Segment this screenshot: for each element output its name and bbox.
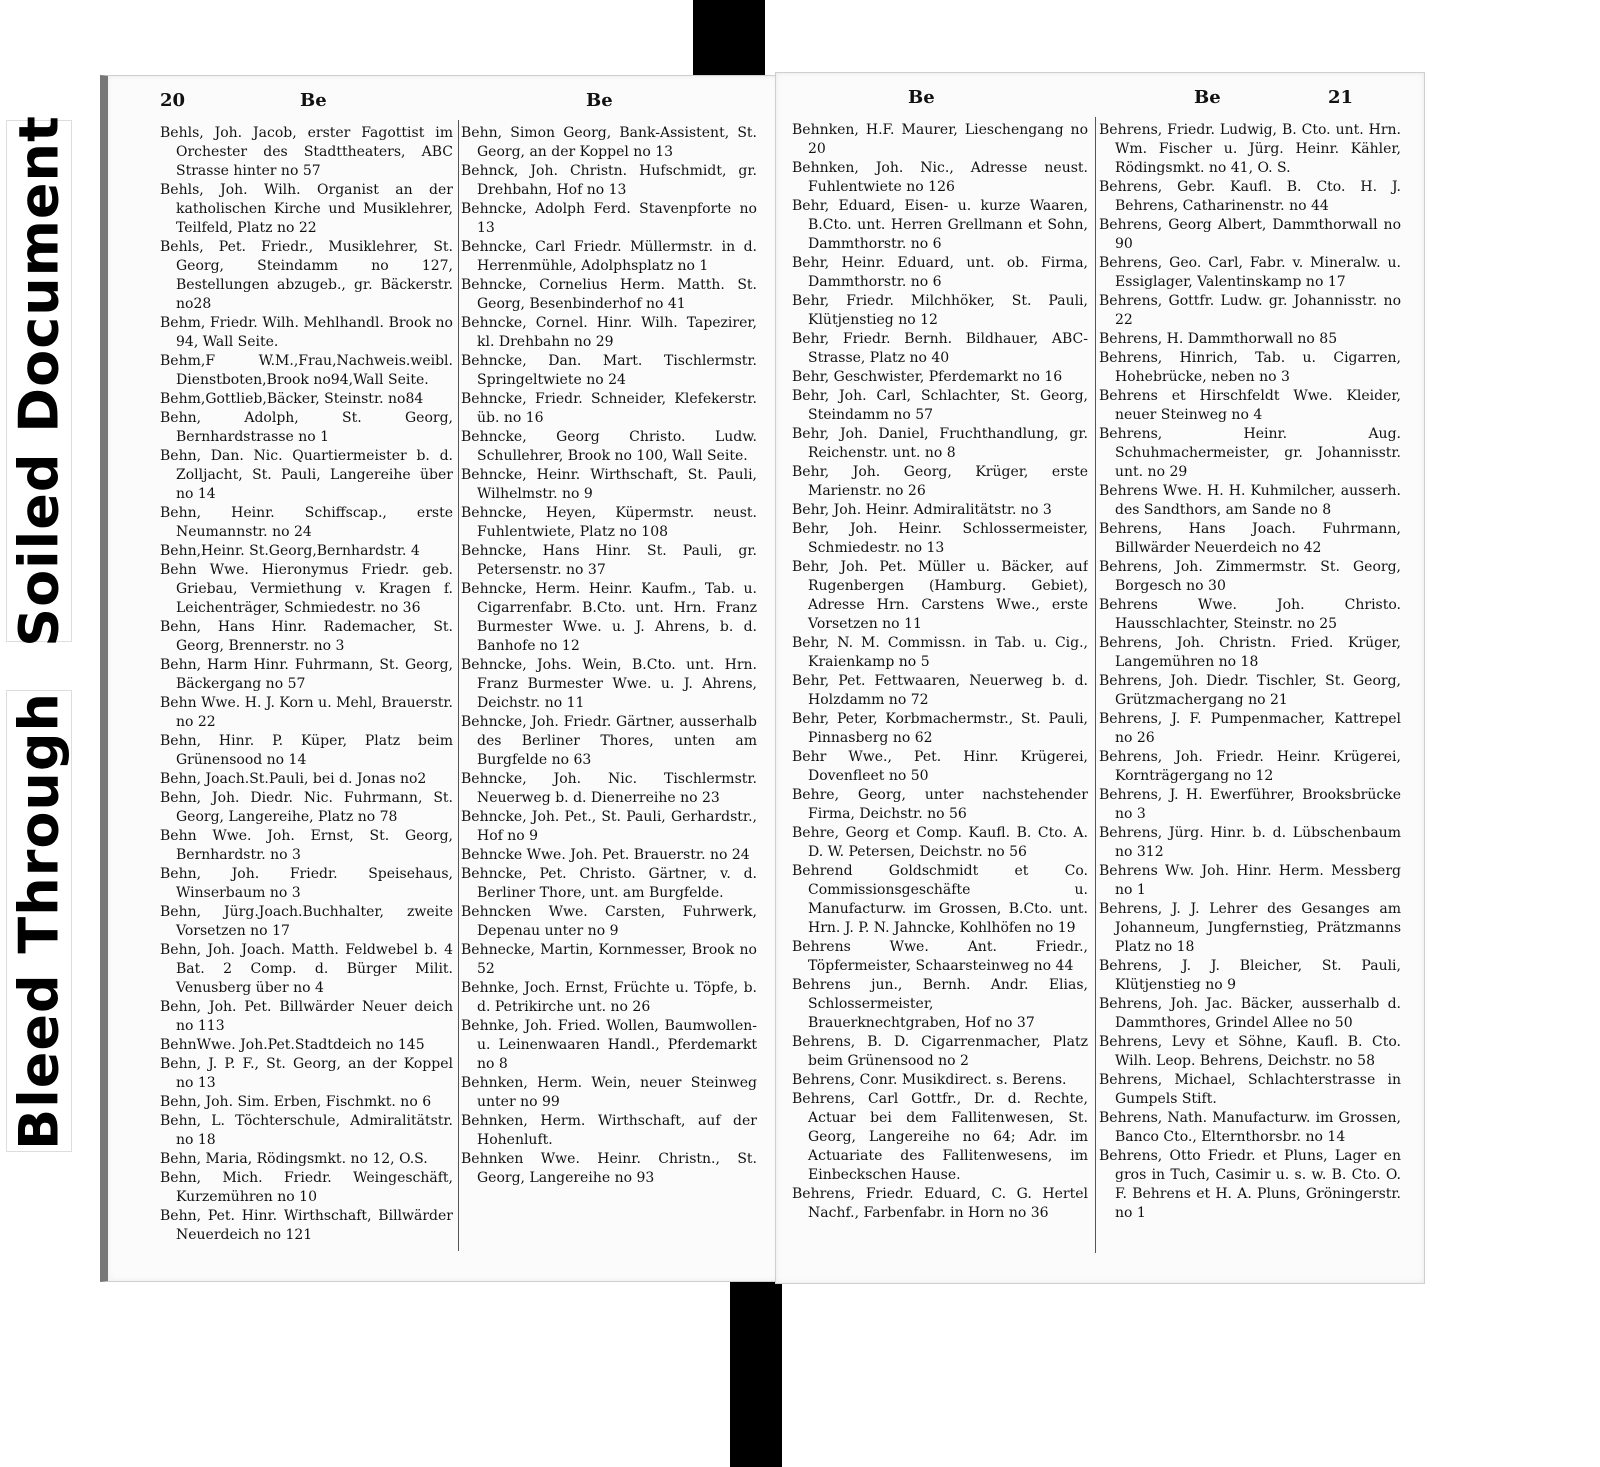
bleed-through-text: Bleed Through: [7, 692, 71, 1150]
directory-entry: Behncke, Joh. Friedr. Gärtner, ausserhalb des Berliner Thores, unten am Burgfelde no 63: [461, 714, 757, 768]
directory-entry: Behre, Georg, unter nachstehender Firma, Deichstr. no 56: [792, 787, 1088, 822]
directory-entry: Behr, Joh. Georg, Krüger, erste Marienstr. no 26: [792, 464, 1088, 499]
directory-entry: Behncke, Cornelius Herm. Matth. St. Georg, Besenbinderhof no 41: [461, 277, 757, 312]
directory-entry: Behn, L. Töchterschule, Admiralitätstr. no 18: [160, 1113, 453, 1148]
directory-entry: Behrens, Friedr. Eduard, C. G. Hertel Nachf., Farbenfabr. in Horn no 36: [792, 1186, 1088, 1221]
directory-entry: Behrens, Hinrich, Tab. u. Cigarren, Hohebrücke, neben no 3: [1099, 350, 1401, 385]
directory-entry: Behr, Heinr. Eduard, unt. ob. Firma, Dammthorstr. no 6: [792, 255, 1088, 290]
directory-entry: Behn, Jürg.Joach.Buchhalter, zweite Vorsetzen no 17: [160, 904, 453, 939]
directory-entry: Behnke, Joch. Ernst, Früchte u. Töpfe, b. d. Petrikirche unt. no 26: [461, 980, 757, 1015]
left-page-column-1: [160, 124, 453, 1269]
directory-entry: Behncke, Hans Hinr. St. Pauli, gr. Petersenstr. no 37: [461, 543, 757, 578]
directory-entry: Behnken Wwe. Heinr. Christn., St. Georg, Langereihe no 93: [461, 1151, 757, 1186]
directory-entry: Behrens, Heinr. Aug. Schuhmachermeister, gr. Johannisstr. unt. no 29: [1099, 426, 1401, 480]
directory-entry: Behrens Wwe. Ant. Friedr., Töpfermeister, Schaarsteinweg no 44: [792, 939, 1088, 974]
directory-entry: Behr, Peter, Korbmachermstr., St. Pauli, Pinnasberg no 62: [792, 711, 1088, 746]
directory-entry: Behn,Heinr. St.Georg,Bernhardstr. 4: [160, 543, 420, 559]
directory-entry: Behrens jun., Bernh. Andr. Elias, Schlossermeister, Brauerknechtgraben, Hof no 37: [792, 977, 1088, 1031]
directory-entry: Behncke, Heinr. Wirthschaft, St. Pauli, Wilhelmstr. no 9: [461, 467, 757, 502]
directory-entry: Behnken, Herm. Wirthschaft, auf der Hohenluft.: [461, 1113, 757, 1148]
directory-entry: Behrens, Levy et Söhne, Kaufl. B. Cto. Wilh. Leop. Behrens, Deichstr. no 58: [1099, 1034, 1401, 1069]
directory-entry: Behre, Georg et Comp. Kaufl. B. Cto. A. D. W. Petersen, Deichstr. no 56: [792, 825, 1088, 860]
directory-entry: Behr, Joh. Heinr. Admiralitätstr. no 3: [792, 502, 1052, 518]
directory-entry: Behrens et Hirschfeldt Wwe. Kleider, neuer Steinweg no 4: [1099, 388, 1401, 423]
directory-entry: Behrens, J. J. Bleicher, St. Pauli, Klütjenstieg no 9: [1099, 958, 1401, 993]
heading-left: Be: [908, 87, 935, 108]
directory-entry: Behls, Joh. Jacob, erster Fagottist im Orchester des Stadttheaters, ABC Strasse hinter no 57: [160, 125, 453, 179]
directory-entry: Behrens, Friedr. Ludwig, B. Cto. unt. Hrn. Wm. Fischer u. Jürg. Heinr. Kähler, Rödingsmkt. no 41, O. S.: [1099, 122, 1401, 176]
directory-entry: Behncke, Adolph Ferd. Stavenpforte no 13: [461, 201, 757, 236]
directory-entry: Behncke, Carl Friedr. Müllermstr. in d. Herrenmühle, Adolphsplatz no 1: [461, 239, 757, 274]
directory-entry: Behn, Mich. Friedr. Weingeschäft, Kurzemühren no 10: [160, 1170, 453, 1205]
directory-entry: Behrens, Joh. Diedr. Tischler, St. Georg, Grützmachergang no 21: [1099, 673, 1401, 708]
page-number: 21: [1328, 87, 1354, 108]
directory-entry: Behn, Hinr. P. Küper, Platz beim Grünensood no 14: [160, 733, 453, 768]
directory-entry: Behrens, J. J. Lehrer des Gesanges am Johanneum, Jungfernstieg, Prätzmanns Platz no 18: [1099, 901, 1401, 955]
directory-entry: Behn, Joh. Diedr. Nic. Fuhrmann, St. Georg, Langereihe, Platz no 78: [160, 790, 453, 825]
soiled-document-text: Soiled Document: [7, 115, 71, 647]
soiled-document-label: [6, 115, 72, 647]
directory-entry: Behncke, Heyen, Küpermstr. neust. Fuhlentwiete, Platz no 108: [461, 505, 757, 540]
directory-entry: Behrens, Gottfr. Ludw. gr. Johannisstr. no 22: [1099, 293, 1401, 328]
directory-entry: Behrens, Jürg. Hinr. b. d. Lübschenbaum no 312: [1099, 825, 1401, 860]
directory-entry: Behncke, Friedr. Schneider, Klefekerstr. üb. no 16: [461, 391, 757, 426]
directory-entry: Behr, N. M. Commissn. in Tab. u. Cig., Kraienkamp no 5: [792, 635, 1088, 670]
directory-entry: Behrens Ww. Joh. Hinr. Herm. Messberg no 1: [1099, 863, 1401, 898]
directory-entry: Behm, Friedr. Wilh. Mehlhandl. Brook no 94, Wall Seite.: [160, 315, 453, 350]
directory-entry: Behr, Friedr. Milchhöker, St. Pauli, Klütjenstieg no 12: [792, 293, 1088, 328]
directory-entry: Behrens, Geo. Carl, Fabr. v. Mineralw. u. Essiglager, Valentinskamp no 17: [1099, 255, 1401, 290]
column-divider: [1095, 117, 1096, 1253]
directory-entry: Behn, Joh. Sim. Erben, Fischmkt. no 6: [160, 1094, 432, 1110]
directory-entry: Behn Wwe. H. J. Korn u. Mehl, Brauerstr. no 22: [160, 695, 453, 730]
directory-entry: Behrens, Conr. Musikdirect. s. Berens.: [792, 1072, 1067, 1088]
column-divider: [458, 120, 459, 1251]
left-page-column-2: [461, 124, 757, 1269]
directory-entry: Behn Wwe. Hieronymus Friedr. geb. Griebau, Vermiethung v. Kragen f. Leichenträger, Schmiedestr. no 36: [160, 562, 453, 616]
directory-entry: Behrens, Georg Albert, Dammthorwall no 90: [1099, 217, 1401, 252]
right-page: [775, 72, 1425, 1284]
directory-entry: Behrens, Michael, Schlachterstrasse in Gumpels Stift.: [1099, 1072, 1401, 1107]
directory-entry: Behncke, Georg Christo. Ludw. Schullehrer, Brook no 100, Wall Seite.: [461, 429, 757, 464]
directory-entry: Behrend Goldschmidt et Co. Commissionsgeschäfte u. Manufacturw. im Grossen, B.Cto. unt. Hrn. J. P. N. Jahncke, Kohlhöfen no 19: [792, 863, 1088, 936]
directory-entry: Behr Wwe., Pet. Hinr. Krügerei, Dovenfleet no 50: [792, 749, 1088, 784]
directory-entry: Behr, Joh. Carl, Schlachter, St. Georg, Steindamm no 57: [792, 388, 1088, 423]
directory-entry: Behn, Adolph, St. Georg, Bernhardstrasse no 1: [160, 410, 453, 445]
directory-entry: BehnWwe. Joh.Pet.Stadtdeich no 145: [160, 1037, 425, 1053]
directory-entry: Behn, Joh. Pet. Billwärder Neuer deich no 113: [160, 999, 453, 1034]
directory-entry: Behrens, H. Dammthorwall no 85: [1099, 331, 1338, 347]
directory-entry: Behnken, Herm. Wein, neuer Steinweg unter no 99: [461, 1075, 757, 1110]
directory-entry: Behr, Joh. Daniel, Fruchthandlung, gr. Reichenstr. unt. no 8: [792, 426, 1088, 461]
directory-entry: Behrens, Carl Gottfr., Dr. d. Rechte, Actuar bei dem Fallitenwesen, St. Georg, Langereihe no 64; Adr. im Actuariate des Fallitenwesens, im Einbeckschen Hause.: [792, 1091, 1088, 1183]
directory-entry: Behn, Joach.St.Pauli, bei d. Jonas no2: [160, 771, 427, 787]
right-page-header: [776, 87, 1424, 115]
directory-entry: Behn, Heinr. Schiffscap., erste Neumannstr. no 24: [160, 505, 453, 540]
directory-entry: Behr, Joh. Pet. Müller u. Bäcker, auf Rugenbergen (Hamburg. Gebiet), Adresse Hrn. Carstens Wwe., erste Vorsetzen no 11: [792, 559, 1088, 632]
directory-entry: Behncke, Dan. Mart. Tischlermstr. Springeltwiete no 24: [461, 353, 757, 388]
directory-entry: Behls, Pet. Friedr., Musiklehrer, St. Georg, Steindamm no 127, Bestellungen abzugeb., gr. Bäckerstr. no28: [160, 239, 453, 312]
page-number: 20: [160, 90, 186, 111]
directory-entry: Behncke, Herm. Heinr. Kaufm., Tab. u. Cigarrenfabr. B.Cto. unt. Hrn. Franz Burmester Wwe. u. J. Ahrens, b. d. Banhofe no 12: [461, 581, 757, 654]
directory-entry: Behrens, Hans Joach. Fuhrmann, Billwärder Neuerdeich no 42: [1099, 521, 1401, 556]
directory-entry: Behncke, Pet. Christo. Gärtner, v. d. Berliner Thore, unt. am Burgfelde.: [461, 866, 757, 901]
directory-entry: Behn, Simon Georg, Bank-Assistent, St. Georg, an der Koppel no 13: [461, 125, 757, 160]
heading-left: Be: [300, 90, 327, 111]
directory-entry: Behn Wwe. Joh. Ernst, St. Georg, Bernhardstr. no 3: [160, 828, 453, 863]
directory-entry: Behnke, Joh. Fried. Wollen, Baumwollen- u. Leinenwaaren Handl., Pferdemarkt no 8: [461, 1018, 757, 1072]
directory-entry: Behnck, Joh. Christn. Hufschmidt, gr. Drehbahn, Hof no 13: [461, 163, 757, 198]
directory-entry: Behn, Pet. Hinr. Wirthschaft, Billwärder Neuerdeich no 121: [160, 1208, 453, 1243]
directory-entry: Behrens, Joh. Zimmermstr. St. Georg, Borgesch no 30: [1099, 559, 1401, 594]
directory-entry: Behn, Dan. Nic. Quartiermeister b. d. Zolljacht, St. Pauli, Langereihe über no 14: [160, 448, 453, 502]
directory-entry: Behrens Wwe. H. H. Kuhmilcher, ausserh. des Sandthors, am Sande no 8: [1099, 483, 1401, 518]
directory-entry: Behncke, Joh. Pet., St. Pauli, Gerhardstr., Hof no 9: [461, 809, 757, 844]
directory-entry: Behn, Hans Hinr. Rademacher, St. Georg, Brennerstr. no 3: [160, 619, 453, 654]
directory-entry: Behm,F W.M.,Frau,Nachweis.weibl. Dienstboten,Brook no94,Wall Seite.: [160, 353, 453, 388]
directory-entry: Behr, Friedr. Bernh. Bildhauer, ABC-Strasse, Platz no 40: [792, 331, 1088, 366]
directory-entry: Behn, J. P. F., St. Georg, an der Koppel no 13: [160, 1056, 453, 1091]
directory-entry: Behr, Pet. Fettwaaren, Neuerweg b. d. Holzdamm no 72: [792, 673, 1088, 708]
directory-entry: Behn, Joh. Friedr. Speisehaus, Winserbaum no 3: [160, 866, 453, 901]
right-page-column-2: [1099, 121, 1401, 1271]
directory-entry: Behr, Joh. Heinr. Schlossermeister, Schmiedestr. no 13: [792, 521, 1088, 556]
directory-entry: Behnken, H.F. Maurer, Lieschengang no 20: [792, 122, 1088, 157]
directory-entry: Behrens, Nath. Manufacturw. im Grossen, Banco Cto., Elternthorsbr. no 14: [1099, 1110, 1401, 1145]
directory-entry: Behncken Wwe. Carsten, Fuhrwerk, Depenau unter no 9: [461, 904, 757, 939]
directory-entry: Behn, Joh. Joach. Matth. Feldwebel b. 4 Bat. 2 Comp. d. Bürger Milit. Venusberg über no 4: [160, 942, 453, 996]
binding-strip-bottom: [730, 1264, 782, 1467]
heading-right: Be: [586, 90, 613, 111]
directory-entry: Behn, Maria, Rödingsmkt. no 12, O.S.: [160, 1151, 428, 1167]
directory-entry: Behrens, J. H. Ewerführer, Brooksbrücke no 3: [1099, 787, 1401, 822]
bleed-through-label: [6, 690, 72, 1152]
left-page: [100, 75, 779, 1282]
directory-entry: Behls, Joh. Wilh. Organist an der katholischen Kirche und Musiklehrer, Teilfeld, Platz no 22: [160, 182, 453, 236]
directory-entry: Behncke, Joh. Nic. Tischlermstr. Neuerweg b. d. Dienerreihe no 23: [461, 771, 757, 806]
directory-entry: Behnken, Joh. Nic., Adresse neust. Fuhlentwiete no 126: [792, 160, 1088, 195]
right-page-column-1: [792, 121, 1088, 1271]
directory-entry: Behncke Wwe. Joh. Pet. Brauerstr. no 24: [461, 847, 750, 863]
left-page-header: [108, 90, 778, 118]
directory-entry: Behr, Eduard, Eisen- u. kurze Waaren, B.Cto. unt. Herren Grellmann et Sohn, Dammthorstr. no 6: [792, 198, 1088, 252]
directory-entry: Behrens, Gebr. Kaufl. B. Cto. H. J. Behrens, Catharinenstr. no 44: [1099, 179, 1401, 214]
directory-entry: Behnecke, Martin, Kornmesser, Brook no 52: [461, 942, 757, 977]
directory-entry: Behrens Wwe. Joh. Christo. Hausschlachter, Steinstr. no 25: [1099, 597, 1401, 632]
directory-entry: Behr, Geschwister, Pferdemarkt no 16: [792, 369, 1063, 385]
directory-entry: Behm,Gottlieb,Bäcker, Steinstr. no84: [160, 391, 424, 407]
directory-entry: Behn, Harm Hinr. Fuhrmann, St. Georg, Bäckergang no 57: [160, 657, 453, 692]
directory-entry: Behrens, Joh. Jac. Bäcker, ausserhalb d. Dammthores, Grindel Allee no 50: [1099, 996, 1401, 1031]
directory-entry: Behncke, Cornel. Hinr. Wilh. Tapezirer, kl. Drehbahn no 29: [461, 315, 757, 350]
directory-entry: Behrens, B. D. Cigarrenmacher, Platz beim Grünensood no 2: [792, 1034, 1088, 1069]
directory-entry: Behrens, J. F. Pumpenmacher, Kattrepel no 26: [1099, 711, 1401, 746]
directory-entry: Behrens, Otto Friedr. et Pluns, Lager en gros in Tuch, Casimir u. s. w. B. Cto. O. F. Behrens et H. A. Pluns, Gröningerstr. no 1: [1099, 1148, 1401, 1221]
directory-entry: Behrens, Joh. Christn. Fried. Krüger, Langemühren no 18: [1099, 635, 1401, 670]
heading-right: Be: [1194, 87, 1221, 108]
directory-entry: Behncke, Johs. Wein, B.Cto. unt. Hrn. Franz Burmester Wwe. u. J. Ahrens, Deichstr. no 11: [461, 657, 757, 711]
directory-entry: Behrens, Joh. Friedr. Heinr. Krügerei, Kornträgergang no 12: [1099, 749, 1401, 784]
binding-strip-top: [693, 0, 765, 78]
